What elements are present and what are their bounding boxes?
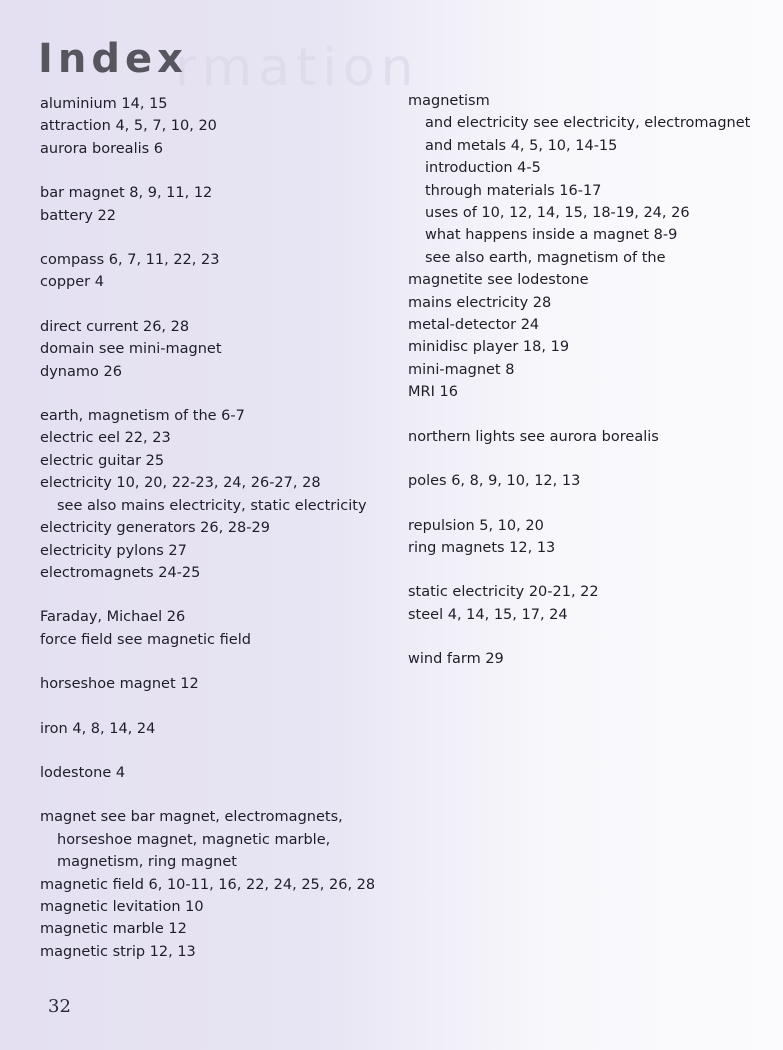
index-entry: attraction 4, 5, 7, 10, 20 — [40, 118, 217, 135]
index-entry: copper 4 — [40, 274, 104, 291]
entry-gap — [40, 584, 400, 606]
index-entry: Faraday, Michael 26 — [40, 609, 186, 626]
index-entry: magnetite see lodestone — [408, 272, 589, 289]
entry-gap — [40, 784, 400, 806]
index-column-left — [40, 93, 400, 963]
index-entry: static electricity 20-21, 22 — [408, 584, 599, 601]
index-entry: earth, magnetism of the 6-7 — [40, 408, 245, 425]
index-entry: magnet see bar magnet, electromagnets, — [40, 809, 343, 826]
index-entry: electricity generators 26, 28-29 — [40, 520, 270, 537]
entry-gap — [40, 696, 400, 718]
index-entry: dynamo 26 — [40, 363, 122, 380]
index-entry: electric eel 22, 23 — [40, 430, 171, 447]
background-ghost-text: rmation — [175, 38, 420, 98]
index-entry: metal-detector 24 — [408, 317, 540, 334]
index-entry: electricity pylons 27 — [40, 542, 187, 559]
entry-gap — [40, 160, 400, 182]
entry-gap — [40, 227, 400, 249]
index-entry: magnetic strip 12, 13 — [40, 943, 196, 960]
index-entry: domain see mini-magnet — [40, 341, 222, 358]
index-entry: compass 6, 7, 11, 22, 23 — [40, 252, 220, 269]
index-entry: iron 4, 8, 14, 24 — [40, 720, 156, 737]
entry-gap — [40, 294, 400, 316]
index-subentry: see also earth, magnetism of the — [425, 249, 666, 266]
page-title: Index — [38, 36, 188, 82]
entry-gap — [40, 651, 400, 673]
index-entry: magnetic levitation 10 — [40, 898, 204, 915]
index-entry: mini-magnet 8 — [408, 361, 515, 378]
index-entry: steel 4, 14, 15, 17, 24 — [408, 606, 568, 623]
index-entry: direct current 26, 28 — [40, 318, 190, 335]
index-subentry: uses of 10, 12, 14, 15, 18-19, 24, 26 — [425, 205, 690, 222]
entry-gap — [40, 383, 400, 405]
index-subentry: through materials 16-17 — [425, 182, 602, 199]
index-entry: electricity 10, 20, 22-23, 24, 26-27, 28 — [40, 475, 321, 492]
index-entry: mains electricity 28 — [408, 294, 552, 311]
index-entry: force field see magnetic field — [40, 631, 251, 648]
index-entry: magnetism — [408, 93, 490, 109]
index-subentry: horseshoe magnet, magnetic marble, — [57, 831, 331, 848]
entry-gap — [408, 493, 778, 515]
index-subentry: magnetism, ring magnet — [57, 854, 237, 871]
page-number: 32 — [48, 996, 71, 1017]
index-entry: northern lights see aurora borealis — [408, 428, 659, 445]
entry-gap — [408, 559, 778, 581]
index-entry: poles 6, 8, 9, 10, 12, 13 — [408, 473, 581, 490]
index-entry: electric guitar 25 — [40, 452, 165, 469]
index-entry: wind farm 29 — [408, 651, 504, 668]
index-column-right — [408, 90, 778, 671]
index-subentry: introduction 4-5 — [425, 160, 541, 177]
index-entry: bar magnet 8, 9, 11, 12 — [40, 185, 213, 202]
entry-gap — [408, 448, 778, 470]
index-subentry: see also mains electricity, static electricity — [57, 497, 367, 514]
entry-gap — [40, 740, 400, 762]
index-entry: battery 22 — [40, 207, 116, 224]
index-entry: electromagnets 24-25 — [40, 564, 201, 581]
index-subentry: and metals 4, 5, 10, 14-15 — [425, 137, 618, 154]
index-entry: aurora borealis 6 — [40, 140, 164, 157]
index-entry: magnetic marble 12 — [40, 921, 187, 938]
index-entry: MRI 16 — [408, 384, 458, 401]
index-entry: repulsion 5, 10, 20 — [408, 517, 544, 534]
index-entry: aluminium 14, 15 — [40, 96, 168, 112]
index-entry: horseshoe magnet 12 — [40, 676, 199, 693]
index-subentry: what happens inside a magnet 8-9 — [425, 227, 678, 244]
index-entry: magnetic field 6, 10-11, 16, 22, 24, 25, 26, 28 — [40, 876, 376, 893]
index-entry: lodestone 4 — [40, 764, 126, 781]
entry-gap — [408, 626, 778, 648]
index-entry: ring magnets 12, 13 — [408, 539, 556, 556]
index-subentry: and electricity see electricity, electromagnet — [425, 115, 751, 132]
entry-gap — [408, 404, 778, 426]
index-entry: minidisc player 18, 19 — [408, 339, 570, 356]
